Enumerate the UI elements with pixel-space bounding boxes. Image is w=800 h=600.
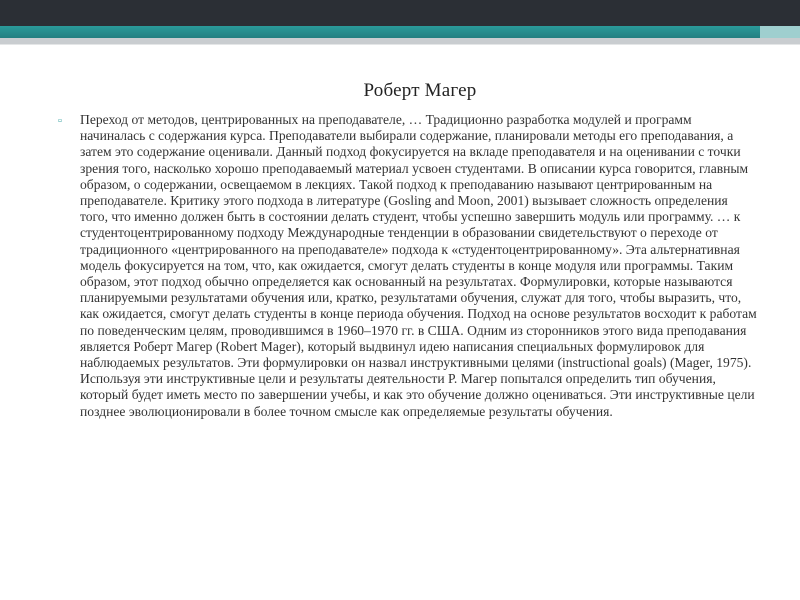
bullet-item xyxy=(58,112,758,420)
accent-strip-highlight xyxy=(760,26,800,38)
slide-content xyxy=(58,112,758,420)
header-bar xyxy=(0,0,800,26)
bullet-text: Переход от методов, центрированных на преподавателе, … Традиционно разработка модулей и программ начиналась с содержания курса. Преподаватели выбирали содержание, планировали методы его преподавания, а затем это содержание оценивали. Данный подход фокусируется на вкладе преподавателя и на оценивании с точки зрения того, насколько хорошо преподаваемый материал усвоен студентами. В описании курса говорится, главным образом, о содержании, освещаемом в лекциях. Такой подход к преподаванию называют центрированным на преподавателе. Критику этого подхода в литературе (Gosling and Moon, 2001) вызывает сложность определения того, что именно должен быть в состоянии делать студент, чтобы успешно завершить модуль или программу. … к студентоцентрированному подходу Международные тенденции в образовании свидетельствуют о переходе от традиционного «центрированного на преподавателе» подхода к «студентоцентрированному». Эта альтернативная модель фокусируется на том, что, как ожидается, смогут делать студенты в конце модуля или программы. Таким образом, этот подход обычно определяется как основанный на результатах. Формулировки, которые называются планируемыми результатами обучения или, кратко, результатами обучения, служат для того, чтобы выразить, что, как ожидается, смогут делать студенты в конце периода обучения. Подход на основе результатов восходит к работам по поведенческим целям, проводившимся в 1960–1970 гг. в США. Одним из сторонников этого вида преподавания является Роберт Магер (Robert Mager), который выдвинул идею написания специальных формулировок для наблюдаемых результатов. Эти формулировки он назвал инструктивными целями (instructional goals) (Mager, 1975). Используя эти инструктивные цели и результаты деятельности Р. Магер попытался определить тип обучения, который будет иметь место по завершении учебы, и как это обучение должно оцениваться. Эти инструктивные цели позднее эволюционировали в более точном смысле как определяемые результаты обучения. xyxy=(80,112,757,419)
accent-strip xyxy=(0,26,800,38)
divider-line xyxy=(0,44,800,45)
slide-title: Роберт Магер xyxy=(363,80,477,101)
bullet-square-icon: ▫ xyxy=(58,115,62,127)
